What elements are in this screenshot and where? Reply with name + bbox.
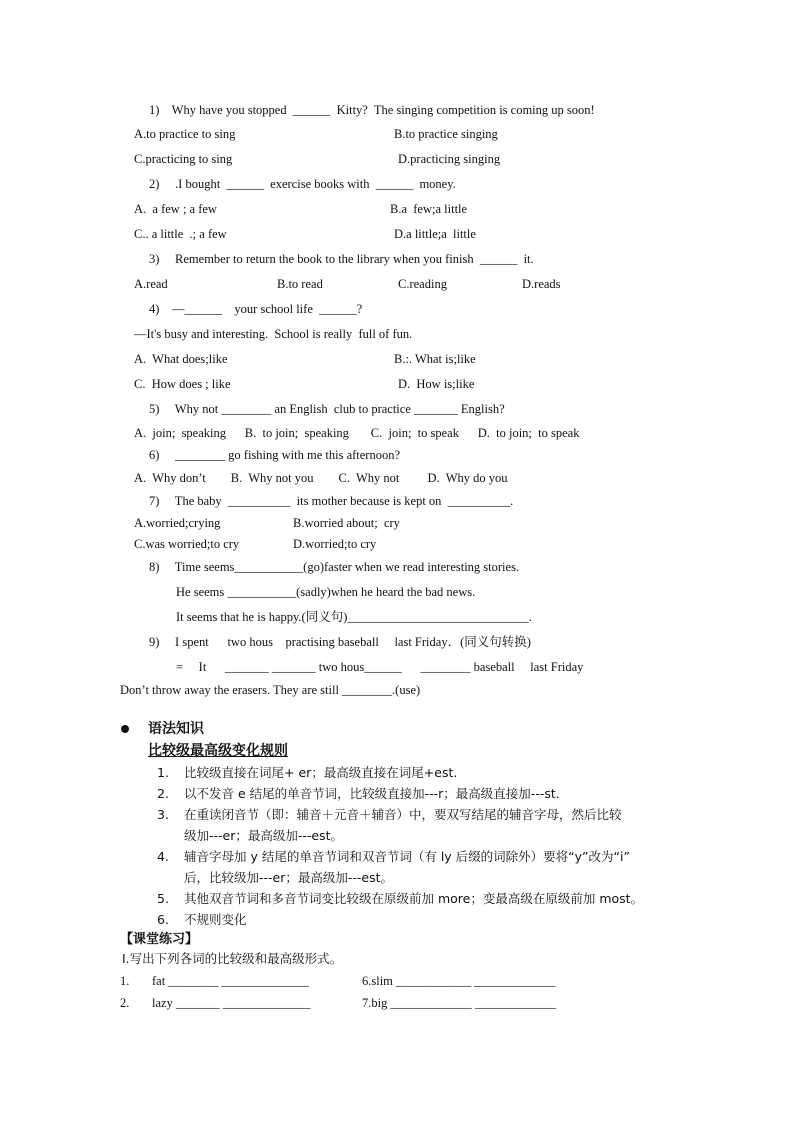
exercise-line: A. What does;like (134, 352, 228, 366)
practice-item-number: 2. (120, 996, 130, 1010)
rule-text: 其他双音节词和多音节词变比较级在原级前加 more；变最高级在原级前加 most。 (184, 891, 644, 906)
practice-item-word: lazy _______ ______________ (152, 996, 311, 1010)
exercise-line: A. a few ; a few (134, 202, 217, 216)
rule-text: 辅音字母加 y 结尾的单音节词和双音节词（有 ly 后缀的词除外）要将“y”改为“i” (184, 849, 630, 864)
rule-number: 3. (157, 807, 169, 822)
rule-number: 2. (157, 786, 169, 801)
exercise-line: 3) Remember to return the book to the library when you finish ______ it. (149, 252, 534, 266)
exercise-line: B.to practice singing (394, 127, 498, 141)
exercise-line: A. Why don’t B. Why not you C. Why not D. Why do you (134, 471, 508, 485)
exercise-line: D.practicing singing (398, 152, 501, 166)
rule-number: 1. (157, 765, 169, 780)
exercise-line: C. How does ; like (134, 377, 231, 391)
exercise-line: C.reading (398, 277, 447, 291)
exercise-line: 2) .I bought ______ exercise books with ______ money. (149, 177, 456, 191)
exercise-line: It seems that he is happy.(同义句)_____________________________. (176, 610, 532, 624)
rule-text: 不规则变化 (184, 912, 247, 927)
exercise-line: 9) I spent two hous practising baseball last Friday．(同义句转换) (149, 635, 531, 649)
exercise-line: C.. a little .; a few (134, 227, 227, 241)
exercise-line: 7) The baby __________ its mother because is kept on __________. (149, 494, 514, 508)
rule-number: 6. (157, 912, 169, 927)
exercise-line: A.worried;crying (134, 516, 221, 530)
practice-title: 【课堂练习】 (120, 932, 199, 947)
practice-item-word: 6.slim ____________ _____________ (362, 974, 556, 988)
exercise-line: A.read (134, 277, 168, 291)
rule-text: 级加---er；最高级加---est。 (184, 828, 343, 843)
exercise-line: B.a few;a little (390, 202, 468, 216)
exercise-line: 6) ________ go fishing with me this afternoon? (149, 448, 401, 462)
grammar-heading: 语法知识 (148, 721, 204, 737)
rule-text: 以不发音 e 结尾的单音节词，比较级直接加---r；最高级直接加---st. (184, 786, 560, 801)
exercise-line: B.:. What is;like (394, 352, 476, 366)
exercise-line: 5) Why not ________ an English club to practice _______ English? (149, 402, 505, 416)
exercise-line: D.reads (522, 277, 561, 291)
practice-item-word: 7.big _____________ _____________ (362, 996, 557, 1010)
exercise-line: 4) —______ your school life ______? (149, 302, 363, 316)
exercise-line: 8) Time seems___________(go)faster when we read interesting stories. (149, 560, 520, 574)
practice-item-number: 1. (120, 974, 130, 988)
practice-instruction: Ⅰ.写出下列各词的比较级和最高级形式。 (122, 951, 343, 966)
exercise-line: D. How is;like (398, 377, 475, 391)
rule-number: 4. (157, 849, 169, 864)
rule-text: 在重读闭音节（即：辅音＋元音＋辅音）中，要双写结尾的辅音字母，然后比较 (184, 807, 622, 822)
exercise-line: C.practicing to sing (134, 152, 233, 166)
practice-item-word: fat ________ ______________ (152, 974, 309, 988)
rule-number: 5. (157, 891, 169, 906)
rule-text: 后，比较级加---er；最高级加---est。 (184, 870, 393, 885)
bullet-icon (121, 725, 129, 733)
exercise-line: A.to practice to sing (134, 127, 236, 141)
exercise-line: D.worried;to cry (293, 537, 377, 551)
exercise-line: He seems ___________(sadly)when he heard the bad news. (176, 585, 476, 599)
exercise-line: B.to read (277, 277, 323, 291)
exercise-line: Don’t throw away the erasers. They are still ________.(use) (120, 683, 421, 697)
exercise-line: A. join; speaking B. to join; speaking C. join; to speak D. to join; to speak (134, 426, 580, 440)
exercise-line: D.a little;a little (394, 227, 476, 241)
grammar-subheading: 比较级最高级变化规则 (148, 743, 288, 759)
exercise-line: C.was worried;to cry (134, 537, 240, 551)
exercise-line: 1) Why have you stopped ______ Kitty? The singing competition is coming up soon! (149, 103, 595, 117)
exercise-line: B.worried about; cry (293, 516, 400, 530)
rule-text: 比较级直接在词尾+ er；最高级直接在词尾+est. (184, 765, 458, 780)
exercise-line: = It _______ _______ two hous______ ________ baseball last Friday (176, 660, 584, 674)
exercise-line: —It's busy and interesting. School is really full of fun. (134, 327, 413, 341)
